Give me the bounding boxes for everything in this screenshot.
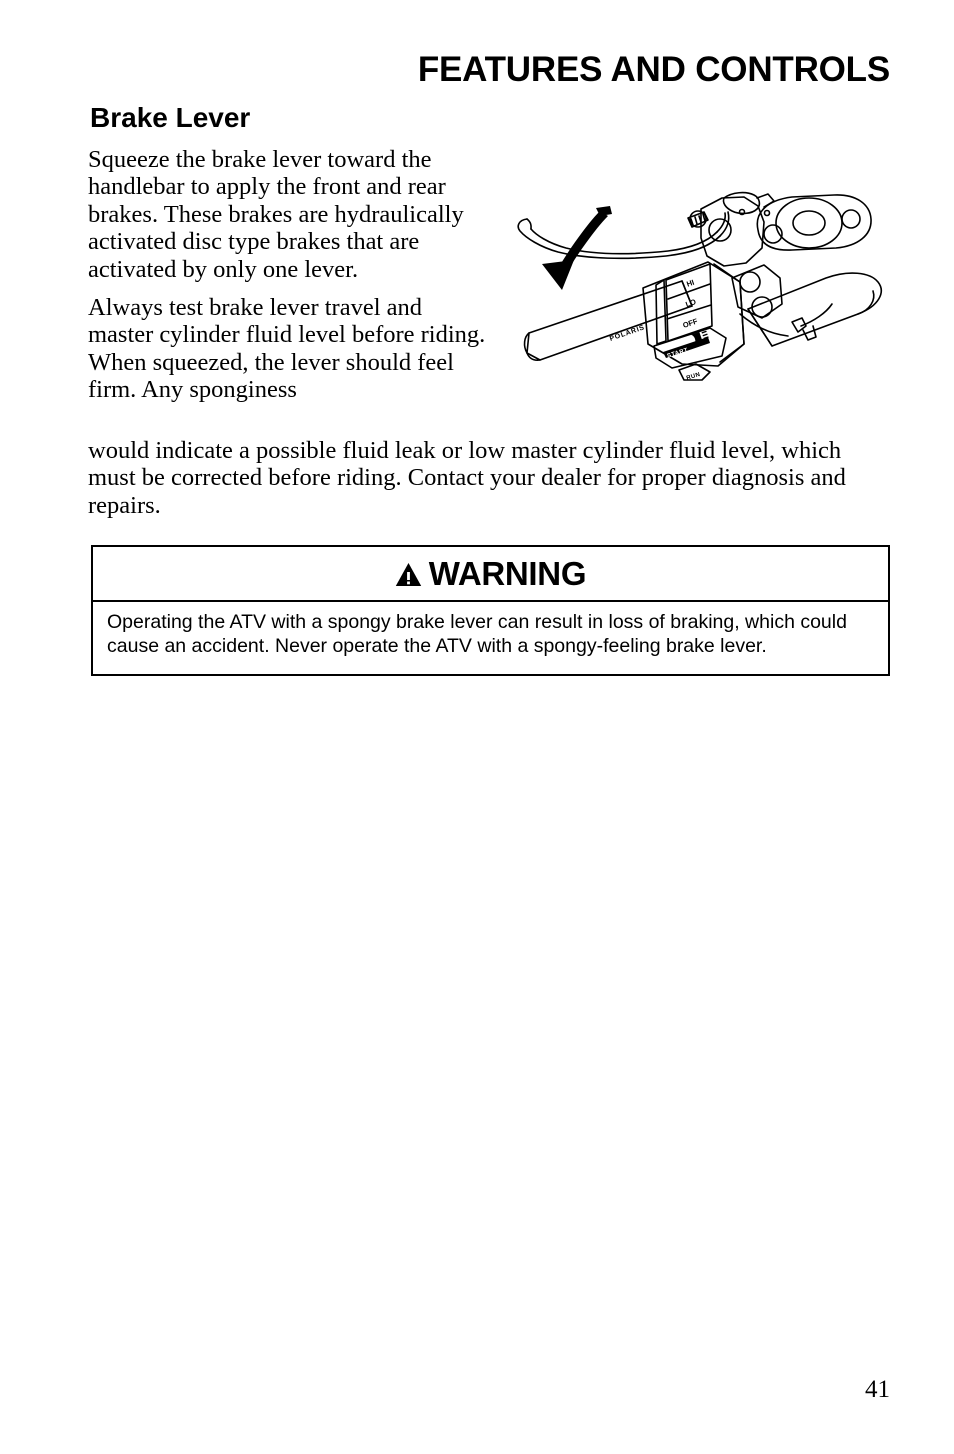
svg-text:HI: HI bbox=[685, 277, 696, 289]
handlebar-clamp bbox=[732, 265, 782, 318]
brake-lever-illustration bbox=[496, 186, 896, 382]
switch-label-off bbox=[682, 316, 700, 330]
brake-lever bbox=[518, 212, 728, 258]
svg-text:RUN: RUN bbox=[685, 371, 702, 382]
lever-adjuster-knob bbox=[688, 211, 708, 227]
svg-text:OFF: OFF bbox=[681, 316, 699, 330]
paragraph-2-continuation: would indicate a possible fluid leak or low master cylinder fluid level, which must be corrected before riding. Contact your dealer for proper diagnosis and repairs. bbox=[88, 437, 846, 519]
switch-lower-plate bbox=[654, 328, 726, 380]
grip-brand-text bbox=[609, 324, 646, 343]
cable-guide-tab bbox=[740, 314, 806, 336]
page-number: 41 bbox=[865, 1376, 890, 1403]
warning-triangle-icon bbox=[395, 562, 422, 587]
master-cylinder-reservoir bbox=[757, 195, 871, 250]
paragraph-1: Squeeze the brake lever toward the handlebar to apply the front and rear brakes. These brakes are hydraulically activated disc type brakes that are activated by only one lever. bbox=[88, 146, 464, 283]
master-cylinder-perch bbox=[701, 193, 774, 266]
section-heading: Brake Lever bbox=[90, 102, 251, 133]
warning-box bbox=[91, 545, 890, 676]
throttle-housing bbox=[748, 273, 881, 346]
svg-text:LO: LO bbox=[684, 297, 698, 309]
warning-body bbox=[93, 602, 888, 674]
svg-text:START: START bbox=[666, 347, 689, 360]
warning-text: Operating the ATV with a spongy brake lever can result in loss of braking, which could cause an accident. Never operate the ATV with a spongy-feeling brake lever. bbox=[107, 611, 847, 657]
switch-label-lo bbox=[684, 297, 697, 309]
headlight-switch-housing bbox=[643, 262, 744, 366]
body-text-column bbox=[88, 146, 488, 404]
chapter-title: FEATURES AND CONTROLS bbox=[417, 50, 890, 89]
paragraph-2-column: Always test brake lever travel and master cylinder fluid level before riding. When squeezed, the lever should feel firm. Any sponginess bbox=[88, 294, 486, 404]
body-text-full-width bbox=[88, 437, 894, 519]
switch-label-hi bbox=[685, 278, 695, 289]
svg-text:POLARIS: POLARIS bbox=[608, 324, 646, 343]
warning-heading: WARNING bbox=[428, 555, 587, 592]
warning-header bbox=[93, 547, 888, 602]
